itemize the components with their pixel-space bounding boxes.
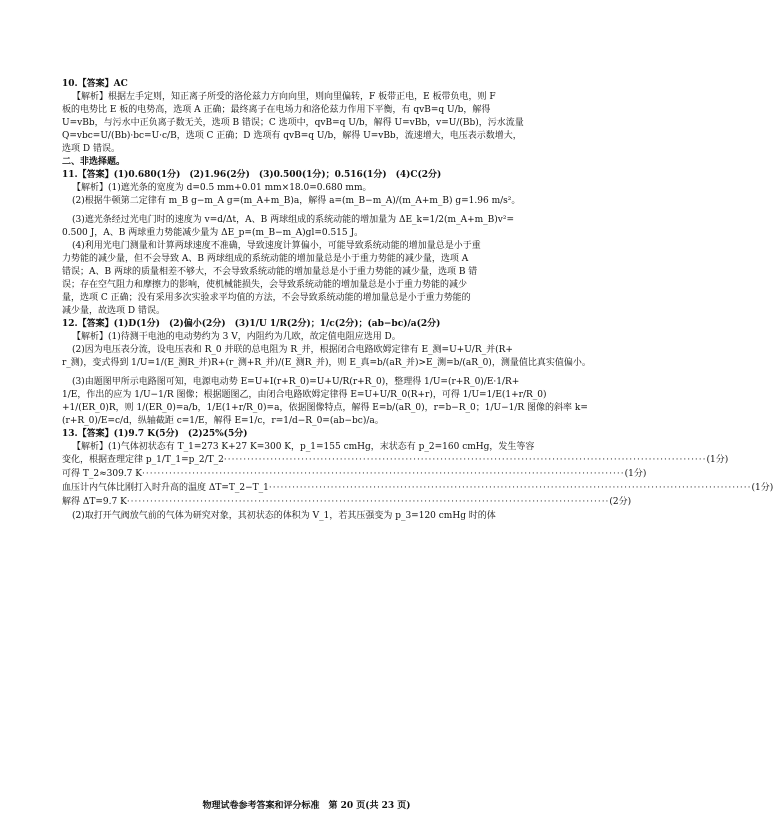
text-line: 误；存在空气阻力和摩擦力的影响，使机械能损失，会导致系统动能的增加量总是小于重力势能的减少 — [62, 280, 468, 290]
score-value: (1分) — [706, 455, 729, 465]
text-line: 10.【答案】AC — [62, 79, 128, 89]
text-line: 12.【答案】(1)D(1分) (2)偏小(2分) (3)1/U 1/R(2分)；1/c(2分)；(ab−bc)/a(2分) — [62, 319, 441, 329]
scoring-text: 可得 T_2≈309.7 K — [62, 469, 142, 479]
text-line: 0.500 J，A、B 两球重力势能减少量为 ΔE_p=(m_B−m_A)gl=0.515 J。 — [62, 228, 364, 238]
text-line: (3)由题图甲所示电路图可知，电源电动势 E=U+I(r+R_0)=U+U/R(r+R_0)，整理得 1/U=(r+R_0)/E·1/R+ — [72, 377, 520, 387]
scoring-text: 解得 ΔT=9.7 K — [62, 497, 127, 507]
answer-content — [62, 78, 773, 523]
text-line: 【解析】根据左手定则，知正离子所受的洛伦兹力方向向里，则向里偏转，F 板带正电，E 板带负电，则 F — [72, 92, 496, 102]
scoring-text: 血压计内气体比刚打入时升高的温度 ΔT=T_2−T_1 — [62, 483, 269, 493]
text-line: (3)遮光条经过光电门时的速度为 v=d/Δt，A、B 两球组成的系统动能的增加量为 ΔE_k=1/2(m_A+m_B)v²= — [72, 215, 515, 225]
text-line: 板的电势比 E 板的电势高，选项 A 正确；最终离子在电场力和洛伦兹力作用下平衡，有 qvB=q U/b，解得 — [62, 105, 491, 115]
text-line: 【解析】(1)待测干电池的电动势约为 3 V，内阻约为几欧，故定值电阻应选用 D。 — [72, 332, 401, 342]
text-line: (2)因为电压表分流，设电压表和 R_0 并联的总电阻为 R_并，根据闭合电路欧姆定律有 E_测=U+U/R_并(R+ — [72, 345, 513, 355]
text-line: 【解析】(1)气体初状态有 T_1=273 K+27 K=300 K，p_1=155 cmHg，末状态有 p_2=160 cmHg，发生等容 — [72, 442, 535, 452]
text-line: (4)利用光电门测量和计算两球速度不准确，导致速度计算偏小，可能导致系统动能的增加量总是小于重 — [72, 241, 481, 251]
text-line: U=vBb，与污水中正负离子数无关，选项 B 错误；C 选项中，qvB=q U/b，解得 U=vBb，v=U/(Bb)，污水流量 — [62, 118, 524, 128]
scoring-row — [62, 496, 632, 510]
text-line: r_测)，变式得到 1/U=1/(E_测R_并)R+(r_测+R_并)/(E_测R_并)，则 E_真=b/(aR_并)>E_测=b/(aR_0)，测量值比真实值偏小。 — [62, 358, 591, 368]
text-line: +1/(ER_0)R，则 1/(ER_0)=a/b，1/E(1+r/R_0)=a，依据图像特点，解得 E=b/(aR_0)，r=b−R_0；1/U−1/R 图像的斜率 k= — [62, 403, 588, 413]
text-line: 量，选项 C 正确；没有采用多次实验求平均值的方法，不会导致系统动能的增加量总是小于重力势能的 — [62, 293, 471, 303]
scoring-row — [62, 454, 729, 468]
page-footer: 物理试卷参考答案和评分标准 第 20 页(共 23 页) — [202, 801, 411, 811]
text-line: 【解析】(1)遮光条的宽度为 d=0.5 mm+0.01 mm×18.0=0.680 mm。 — [72, 183, 372, 193]
scoring-steps — [62, 454, 773, 510]
dot-leader: ····························································································································· — [223, 455, 707, 465]
text-line: (r+R_0)/E=c/d，纵轴截距 c=1/E，解得 E=1/c，r=1/d−R_0=(ab−bc)/a。 — [62, 416, 384, 426]
text-line: 错误；A、B 两球的质量相差不够大，不会导致系统动能的增加量总是小于重力势能的减少量，选项 B 错 — [62, 267, 478, 277]
text-line: 力势能的减少量，但不会导致 A、B 两球组成的系统动能的增加量总是小于重力势能的减少量，选项 A — [62, 254, 469, 264]
text-line: (2)根据牛顿第二定律有 m_B g−m_A g=(m_A+m_B)a，解得 a=(m_B−m_A)/(m_A+m_B) g=1.96 m/s²。 — [72, 196, 521, 206]
text-line: 1/E，作出的应为 1/U−1/R 图像；根据题图乙，由闭合电路欧姆定律得 E=U+U/R_0(R+r)，可得 1/U=1/E(1+r/R_0) — [62, 390, 547, 400]
scoring-row — [62, 468, 647, 482]
text-lines — [62, 78, 591, 454]
scoring-row — [62, 482, 773, 496]
text-line: 减少量，故选项 D 错误。 — [62, 306, 165, 316]
text-line: 二、非选择题。 — [62, 157, 126, 167]
text-line: 选项 D 错误。 — [62, 144, 120, 154]
score-value: (1分) — [624, 469, 647, 479]
scoring-text: 变化，根据查理定律 p_1/T_1=p_2/T_2 — [62, 455, 224, 465]
dot-leader: ····························································································································· — [268, 483, 752, 493]
text-line: 11.【答案】(1)0.680(1分) (2)1.96(2分) (3)0.500(1分)；0.516(1分) (4)C(2分) — [62, 170, 442, 180]
score-value: (1分) — [751, 483, 773, 493]
text-line: (2)取打开气阀放气前的气体为研究对象，其初状态的体积为 V_1，若其压强变为 p_3=120 cmHg 时的体 — [72, 511, 496, 521]
dot-leader: ····························································································································· — [126, 497, 610, 507]
score-value: (2分) — [609, 497, 632, 507]
text-line: 13.【答案】(1)9.7 K(5分) (2)25%(5分) — [62, 429, 248, 439]
dot-leader: ····························································································································· — [141, 469, 625, 479]
text-line: Q=vbc=U/(Bb)·bc=U·c/B，选项 C 正确；D 选项有 qvB=q U/b，解得 U=vBb，流速增大，电压表示数增大， — [62, 131, 522, 141]
